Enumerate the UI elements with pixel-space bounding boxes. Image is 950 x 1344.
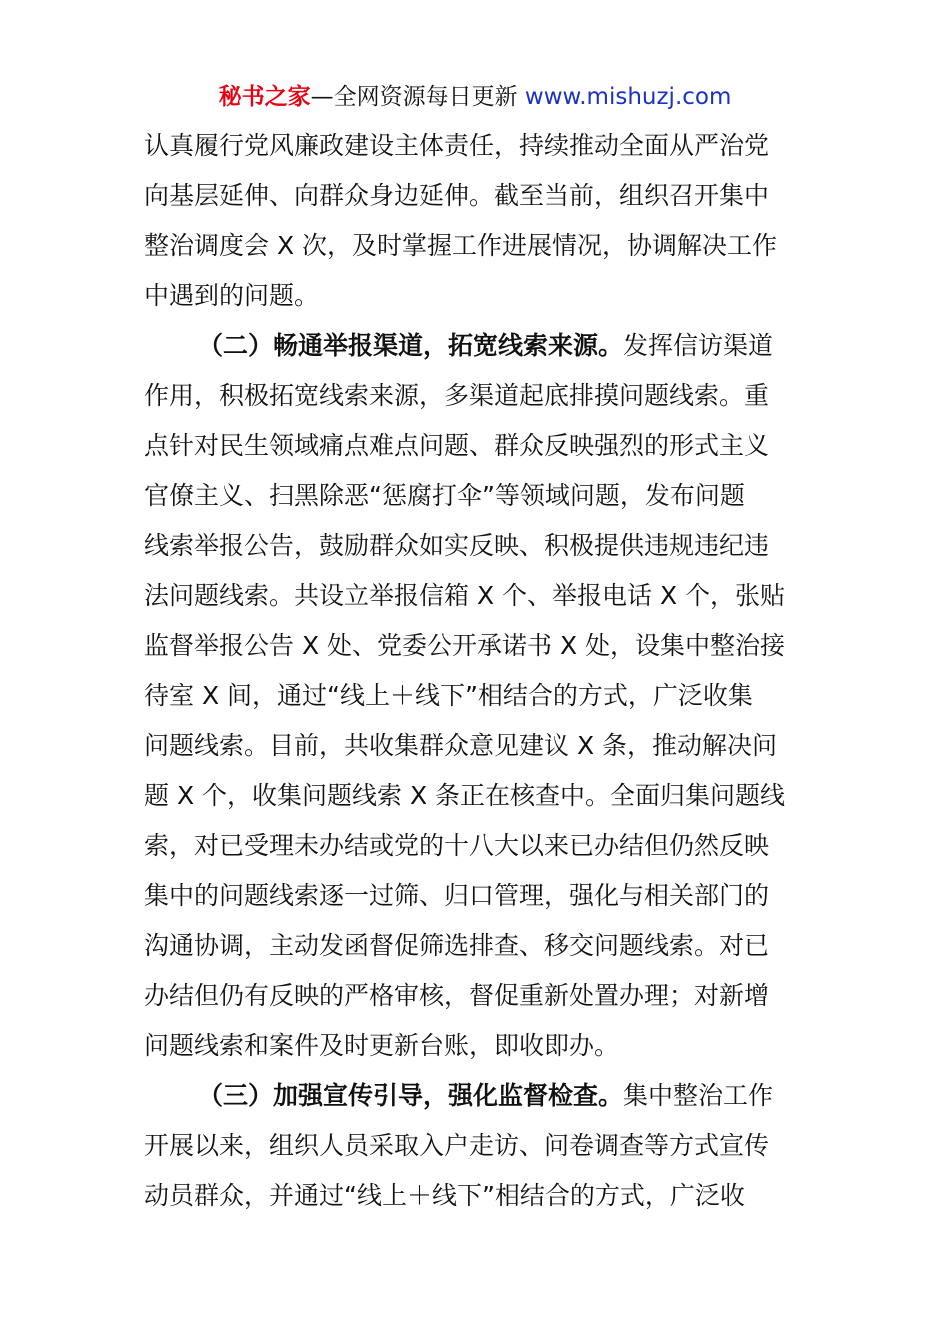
text-line: 待室 X 间，通过“线上＋线下”相结合的方式，广泛收集 — [144, 681, 753, 710]
text-line: 题 X 个，收集问题线索 X 条正在核查中。全面归集问题线 — [144, 781, 786, 810]
text-line: 问题线索和案件及时更新台账，即收即办。 — [144, 1031, 620, 1060]
section-heading: （二）畅通举报渠道，拓宽线索来源。 — [198, 331, 624, 360]
text-line: 集中的问题线索逐一过筛、归口管理，强化与相关部门的 — [144, 881, 770, 910]
text-line: 整治调度会 X 次，及时掌握工作进展情况，协调解决工作 — [144, 231, 778, 260]
document-body — [144, 121, 824, 1221]
section-heading: （三）加强宣传引导，强化监督检查。 — [198, 1081, 624, 1110]
section-heading-line: （三）加强宣传引导，强化监督检查。集中整治工作 — [198, 1081, 774, 1110]
text-line: 中遇到的问题。 — [144, 281, 320, 310]
text-line: 索，对已受理未办结或党的十八大以来已办结但仍然反映 — [144, 831, 770, 860]
text-line: 沟通协调，主动发函督促筛选排查、移交问题线索。对已 — [144, 931, 770, 960]
text-line: 官僚主义、扫黑除恶“惩腐打伞”等领域问题，发布问题 — [144, 481, 745, 510]
text-line: 线索举报公告，鼓励群众如实反映、积极提供违规违纪违 — [144, 531, 770, 560]
text-line: 问题线索。目前，共收集群众意见建议 X 条，推动解决问 — [144, 731, 778, 760]
text-line: 动员群众，并通过“线上＋线下”相结合的方式，广泛收 — [144, 1181, 745, 1210]
text-line: 作用，积极拓宽线索来源，多渠道起底排摸问题线索。重 — [144, 381, 770, 410]
text-line: 监督举报公告 X 处、党委公开承诺书 X 处，设集中整治接 — [144, 631, 786, 660]
text-line: 认真履行党风廉政建设主体责任，持续推动全面从严治党 — [144, 131, 770, 160]
text-line: 点针对民生领域痛点难点问题、群众反映强烈的形式主义 — [144, 431, 770, 460]
text-line: 开展以来，组织人员采取入户走访、问卷调查等方式宣传 — [144, 1131, 770, 1160]
section-heading-line: （二）畅通举报渠道，拓宽线索来源。发挥信访渠道 — [198, 331, 774, 360]
site-slogan: —全网资源每日更新 — [310, 84, 525, 110]
site-url-link[interactable]: www.mishuzj.com — [524, 84, 732, 110]
text-line: 法问题线索。共设立举报信箱 X 个、举报电话 X 个，张贴 — [144, 581, 786, 610]
text-line: 办结但仍有反映的严格审核，督促重新处置办理；对新增 — [144, 981, 770, 1010]
page-header — [0, 80, 950, 114]
site-brand: 秘书之家 — [218, 84, 311, 110]
text-line: 向基层延伸、向群众身边延伸。截至当前，组织召开集中 — [144, 181, 770, 210]
